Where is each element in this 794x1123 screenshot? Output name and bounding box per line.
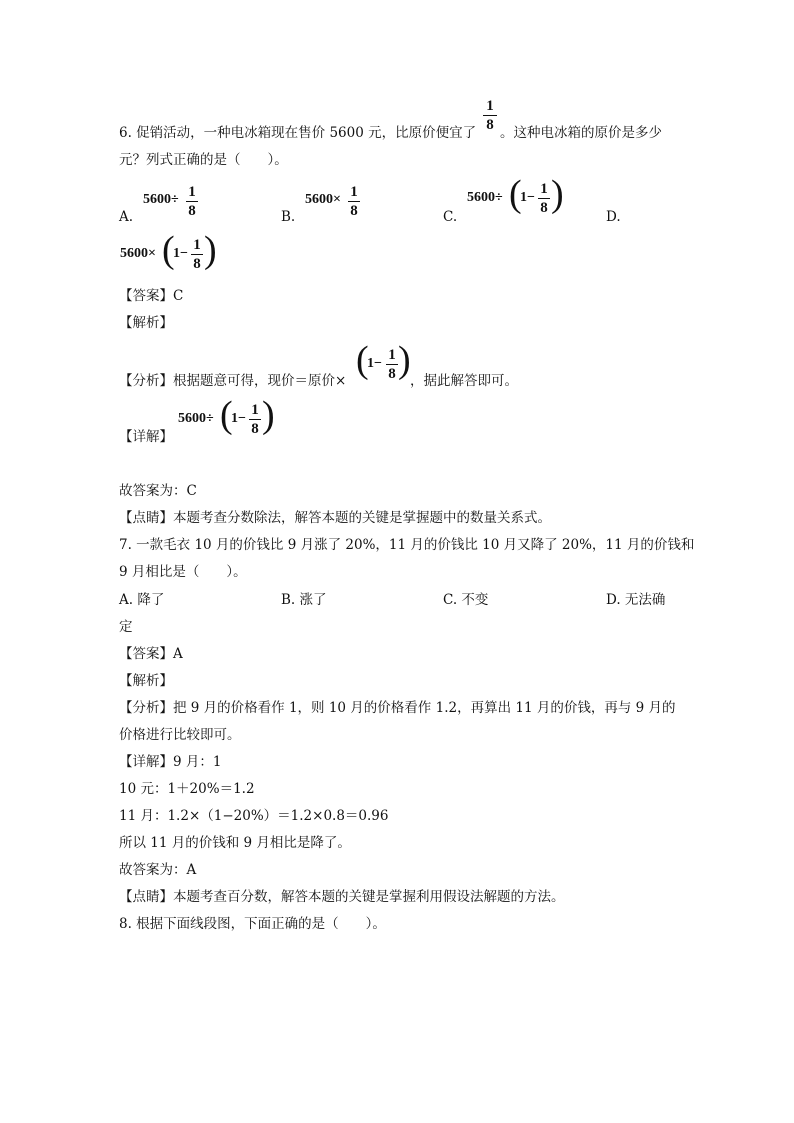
q6-option-d-expr: 5600× bbox=[120, 246, 156, 261]
q6-option-d-left-paren: ( bbox=[162, 229, 175, 271]
q6-analysis-part1: 【分析】根据题意可得，现价＝原价× bbox=[119, 373, 347, 389]
q6-conclusion: 故答案为：C bbox=[119, 483, 197, 499]
q6-option-a-expr: 5600÷ bbox=[143, 192, 179, 207]
q6-option-c-fraction: 1 8 bbox=[538, 181, 550, 216]
q7-detail-line2: 10 元：1＋20%＝1.2 bbox=[119, 781, 255, 797]
q7-analysis-heading: 【解析】 bbox=[119, 673, 173, 689]
q6-analysis-one-minus: 1− bbox=[367, 356, 382, 371]
q7-conclusion: 故答案为：A bbox=[119, 862, 197, 878]
q6-analysis-left-paren: ( bbox=[356, 339, 369, 381]
q8-stem: 8. 根据下面线段图，下面正确的是（ ）。 bbox=[119, 916, 386, 932]
q6-option-d-right-paren: ) bbox=[204, 229, 217, 271]
q6-stem-fraction: 1 8 bbox=[483, 98, 497, 133]
q6-stem-part3: 元？列式正确的是（ ）。 bbox=[119, 152, 288, 168]
q6-analysis-heading: 【解析】 bbox=[119, 315, 173, 331]
q6-answer: 【答案】C bbox=[119, 288, 184, 304]
q6-detail-left-paren: ( bbox=[220, 394, 233, 436]
q6-stem-part1: 6. 促销活动，一种电冰箱现在售价 5600 元，比原价便宜了 bbox=[119, 125, 477, 141]
q7-analysis-part1: 【分析】把 9 月的价格看作 1，则 10 月的价格看作 1.2，再算出 11 月的价钱，再与 9 月的 bbox=[119, 700, 676, 716]
q6-detail-fraction: 1 8 bbox=[249, 402, 261, 437]
q6-detail-one-minus: 1− bbox=[231, 411, 246, 426]
q6-analysis-part2: ，据此解答即可。 bbox=[410, 373, 518, 389]
q7-option-c: C. 不变 bbox=[443, 592, 489, 608]
q7-option-d-continued: 定 bbox=[119, 619, 133, 635]
q6-analysis-fraction: 1 8 bbox=[386, 347, 398, 382]
q6-option-d-one-minus: 1− bbox=[173, 246, 188, 261]
q6-option-d-fraction: 1 8 bbox=[191, 237, 203, 272]
q6-option-b-expr: 5600× bbox=[305, 192, 341, 207]
q7-stem-part1: 7. 一款毛衣 10 月的价钱比 9 月涨了 20%，11 月的价钱比 10 月又降了 20%，11 月的价钱和 bbox=[119, 537, 695, 553]
q7-option-b: B. 涨了 bbox=[281, 592, 327, 608]
q6-analysis-right-paren: ) bbox=[398, 339, 411, 381]
q7-option-a: A. 降了 bbox=[119, 592, 165, 608]
q6-option-c-right-paren: ) bbox=[551, 173, 564, 215]
q6-option-d-label: D. bbox=[606, 209, 621, 225]
q7-analysis-part2: 价格进行比较即可。 bbox=[119, 727, 241, 743]
q6-option-c-left-paren: ( bbox=[509, 173, 522, 215]
q6-option-c-expr: 5600÷ bbox=[467, 190, 503, 205]
q7-detail-line4: 所以 11 月的价钱和 9 月相比是降了。 bbox=[119, 835, 351, 851]
q6-option-b-fraction: 1 8 bbox=[348, 184, 360, 219]
q6-option-c-one-minus: 1− bbox=[520, 190, 535, 205]
q7-detail-line3: 11 月：1.2×（1−20%）＝1.2×0.8＝0.96 bbox=[119, 808, 389, 824]
q7-stem-part2: 9 月相比是（ ）。 bbox=[119, 564, 247, 580]
q6-detail-right-paren: ) bbox=[262, 394, 275, 436]
q7-detail-line1: 【详解】9 月：1 bbox=[119, 754, 222, 770]
q7-answer: 【答案】A bbox=[119, 646, 183, 662]
fraction-bar bbox=[483, 115, 497, 116]
q6-option-a-fraction: 1 8 bbox=[186, 184, 198, 219]
q6-detail-label: 【详解】 bbox=[119, 429, 173, 445]
q6-option-a-label: A. bbox=[119, 209, 134, 225]
q6-detail-expr: 5600÷ bbox=[178, 411, 214, 426]
q6-option-c-label: C. bbox=[443, 209, 458, 225]
q6-comment: 【点睛】本题考查分数除法，解答本题的关键是掌握题中的数量关系式。 bbox=[119, 510, 551, 526]
q7-option-d: D. 无法确 bbox=[606, 592, 666, 608]
q6-option-b-label: B. bbox=[281, 209, 296, 225]
q7-comment: 【点睛】本题考查百分数，解答本题的关键是掌握利用假设法解题的方法。 bbox=[119, 889, 565, 905]
q6-stem-part2: 。这种电冰箱的原价是多少 bbox=[500, 125, 662, 141]
